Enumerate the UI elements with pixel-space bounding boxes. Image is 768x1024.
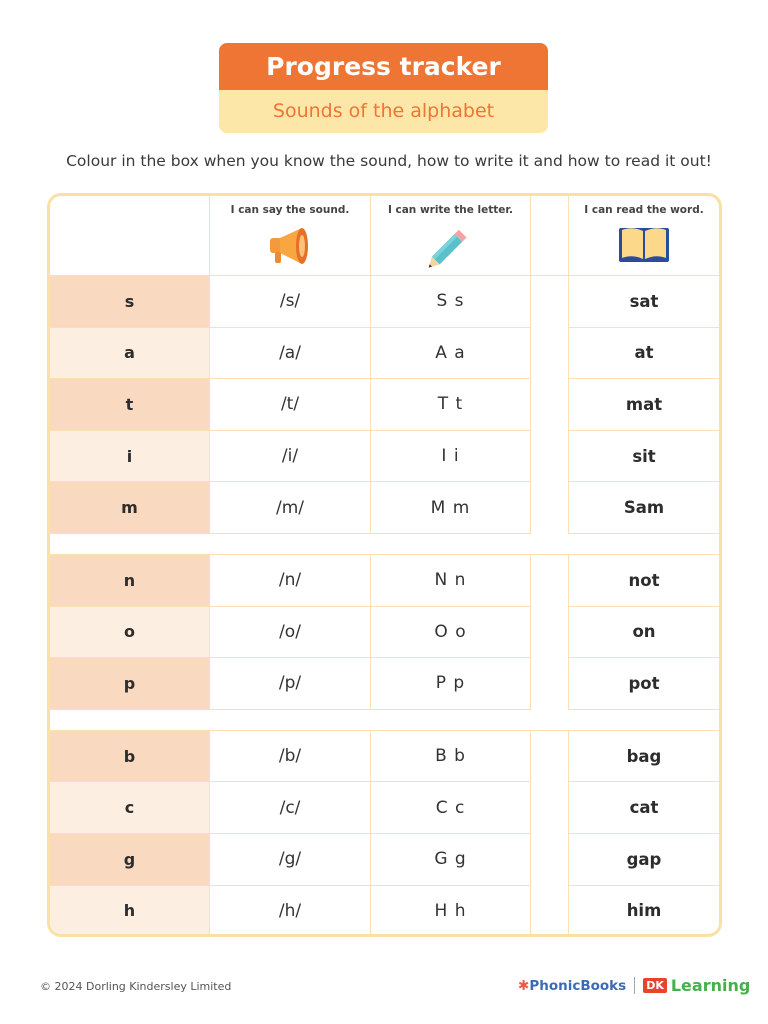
column-gap (531, 731, 569, 783)
group-spacer (50, 710, 719, 731)
sound-cell[interactable]: /n/ (210, 555, 371, 607)
column-gap (531, 886, 569, 937)
written-letter-cell[interactable]: C c (371, 782, 531, 834)
letter-cell[interactable]: i (50, 431, 210, 483)
word-cell[interactable]: sit (569, 431, 719, 483)
written-letter-cell[interactable]: B b (371, 731, 531, 783)
sound-cell[interactable]: /a/ (210, 328, 371, 380)
column-gap (531, 607, 569, 659)
sound-cell[interactable]: /o/ (210, 607, 371, 659)
dk-logo: DK (643, 978, 667, 993)
write-letter-label: I can write the letter. (387, 204, 514, 216)
word-cell[interactable]: sat (569, 276, 719, 328)
tracker-table (47, 193, 722, 937)
letter-cell[interactable]: c (50, 782, 210, 834)
letter-cell[interactable]: b (50, 731, 210, 783)
column-gap (531, 379, 569, 431)
letter-cell[interactable]: o (50, 607, 210, 659)
column-gap (531, 834, 569, 886)
letter-cell[interactable]: m (50, 482, 210, 534)
header-corner-cell (50, 196, 210, 276)
written-letter-cell[interactable]: T t (371, 379, 531, 431)
page-title: Progress tracker (219, 43, 548, 90)
word-cell[interactable]: mat (569, 379, 719, 431)
phonicbooks-logo (518, 978, 626, 994)
sound-cell[interactable]: /h/ (210, 886, 371, 937)
sound-cell[interactable]: /t/ (210, 379, 371, 431)
word-cell[interactable]: cat (569, 782, 719, 834)
brand-logos (518, 976, 750, 995)
word-cell[interactable]: bag (569, 731, 719, 783)
header-write-letter (371, 196, 531, 276)
learning-logo-text: Learning (670, 976, 751, 995)
word-cell[interactable]: pot (569, 658, 719, 710)
read-word-label: I can read the word. (584, 204, 704, 216)
sound-cell[interactable]: /b/ (210, 731, 371, 783)
column-gap (531, 276, 569, 328)
sound-cell[interactable]: /m/ (210, 482, 371, 534)
column-gap (531, 431, 569, 483)
brand-divider (634, 977, 635, 994)
sound-cell[interactable]: /i/ (210, 431, 371, 483)
sound-cell[interactable]: /c/ (210, 782, 371, 834)
letter-cell[interactable]: t (50, 379, 210, 431)
column-gap (531, 482, 569, 534)
sound-cell[interactable]: /p/ (210, 658, 371, 710)
word-cell[interactable]: on (569, 607, 719, 659)
written-letter-cell[interactable]: O o (371, 607, 531, 659)
instruction-text: Colour in the box when you know the sound, how to write it and how to read it out! (66, 152, 712, 170)
pencil-icon (426, 224, 476, 272)
header-read-word (569, 196, 719, 276)
column-gap (531, 555, 569, 607)
written-letter-cell[interactable]: S s (371, 276, 531, 328)
written-letter-cell[interactable]: A a (371, 328, 531, 380)
written-letter-cell[interactable]: M m (371, 482, 531, 534)
column-gap (531, 658, 569, 710)
word-cell[interactable]: not (569, 555, 719, 607)
sound-cell[interactable]: /s/ (210, 276, 371, 328)
megaphone-icon (265, 224, 315, 272)
written-letter-cell[interactable]: P p (371, 658, 531, 710)
word-cell[interactable]: him (569, 886, 719, 937)
column-gap (531, 782, 569, 834)
letter-cell[interactable]: n (50, 555, 210, 607)
column-gap (531, 328, 569, 380)
written-letter-cell[interactable]: I i (371, 431, 531, 483)
header-say-sound (210, 196, 371, 276)
say-sound-label: I can say the sound. (230, 204, 350, 216)
written-letter-cell[interactable]: N n (371, 555, 531, 607)
book-icon (617, 224, 671, 270)
group-spacer (50, 534, 719, 555)
word-cell[interactable]: Sam (569, 482, 719, 534)
letter-cell[interactable]: p (50, 658, 210, 710)
letter-cell[interactable]: g (50, 834, 210, 886)
phonicbooks-logo-text: PhonicBooks (529, 977, 627, 994)
letter-cell[interactable]: h (50, 886, 210, 937)
word-cell[interactable]: at (569, 328, 719, 380)
copyright-text: © 2024 Dorling Kindersley Limited (40, 980, 232, 993)
word-cell[interactable]: gap (569, 834, 719, 886)
written-letter-cell[interactable]: H h (371, 886, 531, 937)
header-gap-cell (531, 196, 569, 276)
phonicbooks-logo-mark: ✱ (518, 977, 530, 994)
sound-cell[interactable]: /g/ (210, 834, 371, 886)
letter-cell[interactable]: s (50, 276, 210, 328)
header-banner (219, 43, 548, 133)
written-letter-cell[interactable]: G g (371, 834, 531, 886)
page-subtitle: Sounds of the alphabet (219, 90, 548, 133)
letter-cell[interactable]: a (50, 328, 210, 380)
